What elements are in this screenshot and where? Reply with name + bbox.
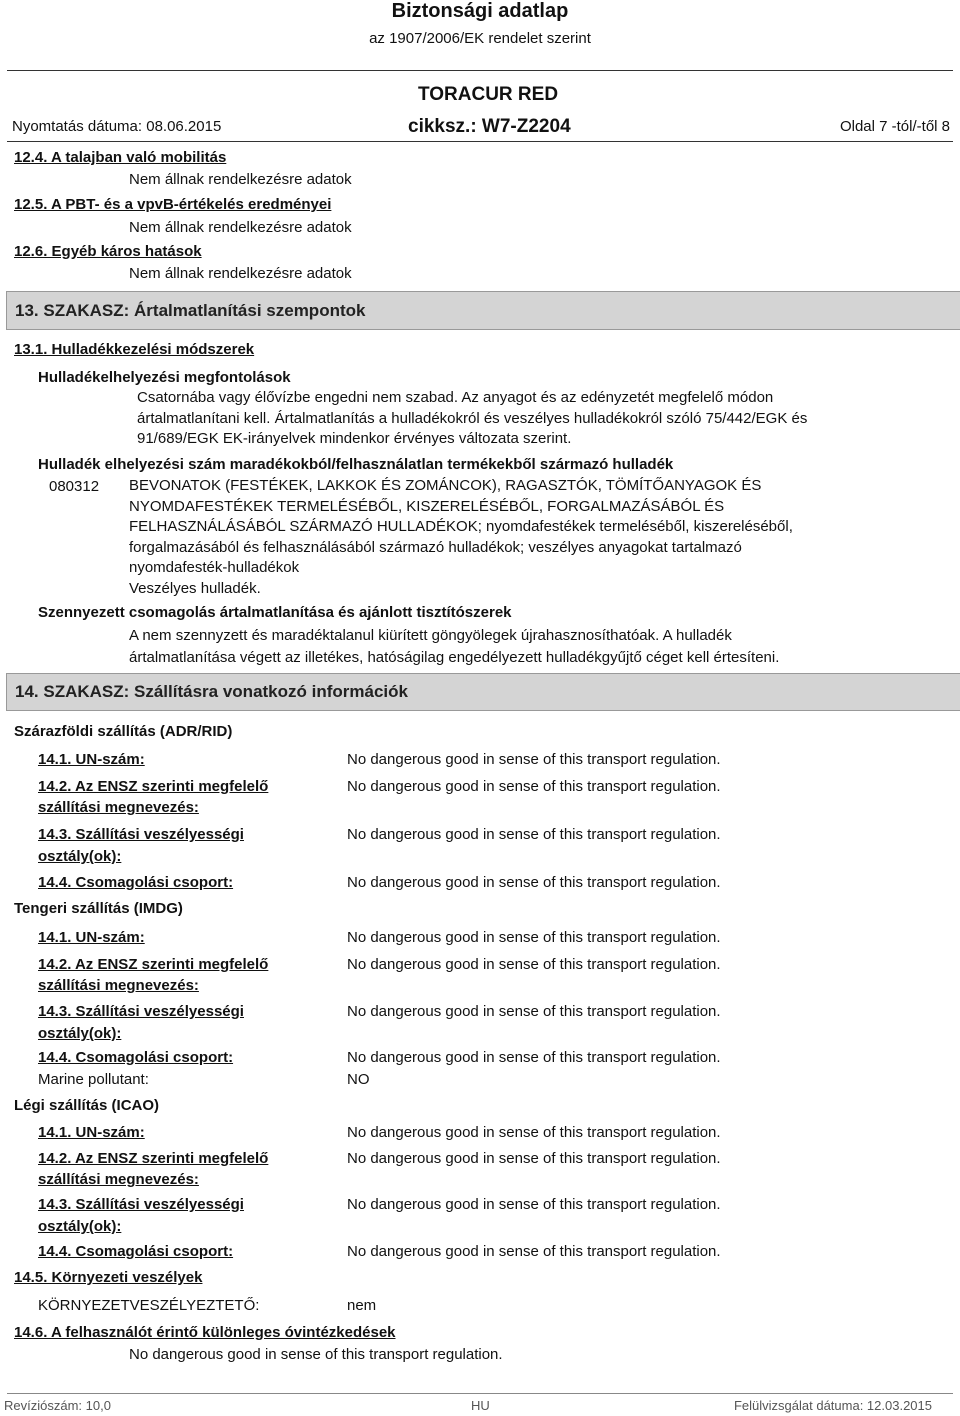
adr-packing-group-label: 14.4. Csomagolási csoport: bbox=[38, 874, 234, 891]
environmental-hazard-value: nem bbox=[347, 1297, 377, 1314]
adr-un-number-value: No dangerous good in sense of this transport regulation. bbox=[347, 751, 721, 768]
icao-heading: Légi szállítás (ICAO) bbox=[14, 1097, 160, 1114]
icao-un-number-label: 14.1. UN-szám: bbox=[38, 1124, 145, 1141]
section-12-4-text: Nem állnak rendelkezésre adatok bbox=[129, 171, 352, 188]
adr-shipping-name-label-2: szállítási megnevezés: bbox=[38, 799, 199, 816]
environmental-hazard-label: KÖRNYEZETVESZÉLYEZTETŐ: bbox=[38, 1297, 260, 1314]
waste-line: forgalmazásából és felhasználásából származó hulladékok; veszélyes anyagokat tartalmazó bbox=[129, 538, 742, 556]
adr-hazard-class-value: No dangerous good in sense of this transport regulation. bbox=[347, 826, 721, 843]
disposal-line: ártalmatlanítani kell. Ártalmatlanítás a hulladékokról és veszélyes hulladékokról szóló 75/442/EGK és bbox=[137, 409, 808, 427]
imdg-packing-group-label: 14.4. Csomagolási csoport: bbox=[38, 1049, 234, 1066]
adr-heading: Szárazföldi szállítás (ADR/RID) bbox=[14, 723, 233, 740]
section-12-6-title: 12.6. Egyéb káros hatások bbox=[14, 243, 202, 260]
language-code: HU bbox=[471, 1398, 490, 1413]
footer-rule bbox=[7, 1393, 953, 1394]
waste-line: NYOMDAFESTÉKEK TERMELÉSÉBŐL, KISZERELÉSÉBŐL, FORGALMAZÁSÁBÓL ÉS bbox=[129, 497, 725, 515]
imdg-un-number-label: 14.1. UN-szám: bbox=[38, 929, 145, 946]
icao-hazard-class-value: No dangerous good in sense of this transport regulation. bbox=[347, 1196, 721, 1213]
print-date: Nyomtatás dátuma: 08.06.2015 bbox=[12, 118, 222, 135]
imdg-shipping-name-label-2: szállítási megnevezés: bbox=[38, 977, 199, 994]
imdg-hazard-class-label-1: 14.3. Szállítási veszélyességi bbox=[38, 1003, 244, 1020]
adr-un-number-label: 14.1. UN-szám: bbox=[38, 751, 145, 768]
packaging-line: ártalmatlanítása végett az illetékes, hatóságilag engedélyezett hulladékgyűjtő céget kell értesíteni. bbox=[129, 649, 780, 666]
section-13-banner bbox=[6, 291, 960, 330]
adr-shipping-name-value: No dangerous good in sense of this transport regulation. bbox=[347, 778, 721, 795]
section-14-6-text: No dangerous good in sense of this transport regulation. bbox=[129, 1346, 503, 1363]
section-13-1-title: 13.1. Hulladékkezelési módszerek bbox=[14, 341, 255, 358]
header-top-rule bbox=[7, 70, 953, 71]
adr-packing-group-value: No dangerous good in sense of this transport regulation. bbox=[347, 874, 721, 891]
icao-hazard-class-label-2: osztály(ok): bbox=[38, 1218, 122, 1235]
waste-line: nyomdafesték-hulladékok bbox=[129, 559, 300, 576]
section-12-4-title: 12.4. A talajban való mobilitás bbox=[14, 149, 227, 166]
marine-pollutant-label: Marine pollutant: bbox=[38, 1071, 149, 1088]
disposal-heading: Hulladékelhelyezési megfontolások bbox=[38, 369, 291, 386]
section-14-6-title: 14.6. A felhasználót érintő különleges óvintézkedések bbox=[14, 1324, 396, 1341]
adr-shipping-name-label-1: 14.2. Az ENSZ szerinti megfelelő bbox=[38, 778, 269, 795]
section-13-title: 13. SZAKASZ: Ártalmatlanítási szempontok bbox=[15, 301, 366, 320]
imdg-shipping-name-label-1: 14.2. Az ENSZ szerinti megfelelő bbox=[38, 956, 269, 973]
page-number: Oldal 7 -tól/-től 8 bbox=[839, 118, 950, 135]
waste-line: BEVONATOK (FESTÉKEK, LAKKOK ÉS ZOMÁNCOK), RAGASZTÓK, TÖMÍTŐANYAGOK ÉS bbox=[129, 477, 762, 494]
icao-hazard-class-label-1: 14.3. Szállítási veszélyességi bbox=[38, 1196, 244, 1213]
imdg-heading: Tengeri szállítás (IMDG) bbox=[14, 900, 183, 917]
review-date: Felülvizsgálat dátuma: 12.03.2015 bbox=[733, 1398, 932, 1413]
adr-hazard-class-label-1: 14.3. Szállítási veszélyességi bbox=[38, 826, 244, 843]
disposal-line: Csatornába vagy élővízbe engedni nem szabad. Az anyagot és az edényzetét megfelelő módon bbox=[137, 389, 774, 406]
section-14-5-title: 14.5. Környezeti veszélyek bbox=[14, 1269, 203, 1286]
waste-description bbox=[129, 476, 793, 599]
imdg-packing-group-value: No dangerous good in sense of this transport regulation. bbox=[347, 1049, 721, 1066]
imdg-hazard-class-value: No dangerous good in sense of this transport regulation. bbox=[347, 1003, 721, 1020]
waste-code: 080312 bbox=[49, 478, 100, 495]
icao-packing-group-value: No dangerous good in sense of this transport regulation. bbox=[347, 1243, 721, 1260]
regulation-subtitle: az 1907/2006/EK rendelet szerint bbox=[369, 30, 591, 47]
revision-number: Revíziószám: 10,0 bbox=[4, 1398, 111, 1413]
section-14-title: 14. SZAKASZ: Szállításra vonatkozó információk bbox=[15, 682, 408, 701]
disposal-text bbox=[137, 388, 807, 450]
waste-code-heading: Hulladék elhelyezési szám maradékokból/felhasználatlan termékekből származó hulladék bbox=[38, 456, 674, 473]
header-bottom-rule bbox=[7, 141, 953, 142]
imdg-un-number-value: No dangerous good in sense of this transport regulation. bbox=[347, 929, 721, 946]
packaging-text bbox=[129, 625, 779, 669]
disposal-line: 91/689/EGK EK-irányelvek mindenkor érvényes változata szerint. bbox=[137, 430, 572, 447]
document-title: Biztonsági adatlap bbox=[391, 0, 569, 22]
packaging-heading: Szennyezett csomagolás ártalmatlanítása és ajánlott tisztítószerek bbox=[38, 604, 512, 621]
waste-line: FELHASZNÁLÁSÁBÓL SZÁRMAZÓ HULLADÉKOK; nyomdafestékek termeléséből, kiszereléséből, bbox=[129, 518, 793, 535]
icao-un-number-value: No dangerous good in sense of this transport regulation. bbox=[347, 1124, 721, 1141]
marine-pollutant-value: NO bbox=[347, 1071, 370, 1088]
icao-shipping-name-value: No dangerous good in sense of this transport regulation. bbox=[347, 1150, 721, 1167]
section-12-5-text: Nem állnak rendelkezésre adatok bbox=[129, 219, 352, 236]
icao-packing-group-label: 14.4. Csomagolási csoport: bbox=[38, 1243, 234, 1260]
section-12-6-text: Nem állnak rendelkezésre adatok bbox=[129, 265, 352, 282]
waste-line: Veszélyes hulladék. bbox=[129, 579, 261, 597]
icao-shipping-name-label-1: 14.2. Az ENSZ szerinti megfelelő bbox=[38, 1150, 269, 1167]
icao-shipping-name-label-2: szállítási megnevezés: bbox=[38, 1171, 199, 1188]
article-number: cikksz.: W7-Z2204 bbox=[408, 116, 571, 137]
section-14-banner bbox=[6, 673, 960, 711]
imdg-shipping-name-value: No dangerous good in sense of this transport regulation. bbox=[347, 956, 721, 973]
section-12-5-title: 12.5. A PBT- és a vpvB-értékelés eredményei bbox=[14, 196, 332, 213]
adr-hazard-class-label-2: osztály(ok): bbox=[38, 848, 122, 865]
product-name: TORACUR RED bbox=[418, 84, 559, 105]
imdg-hazard-class-label-2: osztály(ok): bbox=[38, 1025, 122, 1042]
packaging-line: A nem szennyzett és maradéktalanul kiürített göngyölegek újrahasznosíthatóak. A hulladék bbox=[129, 627, 732, 644]
